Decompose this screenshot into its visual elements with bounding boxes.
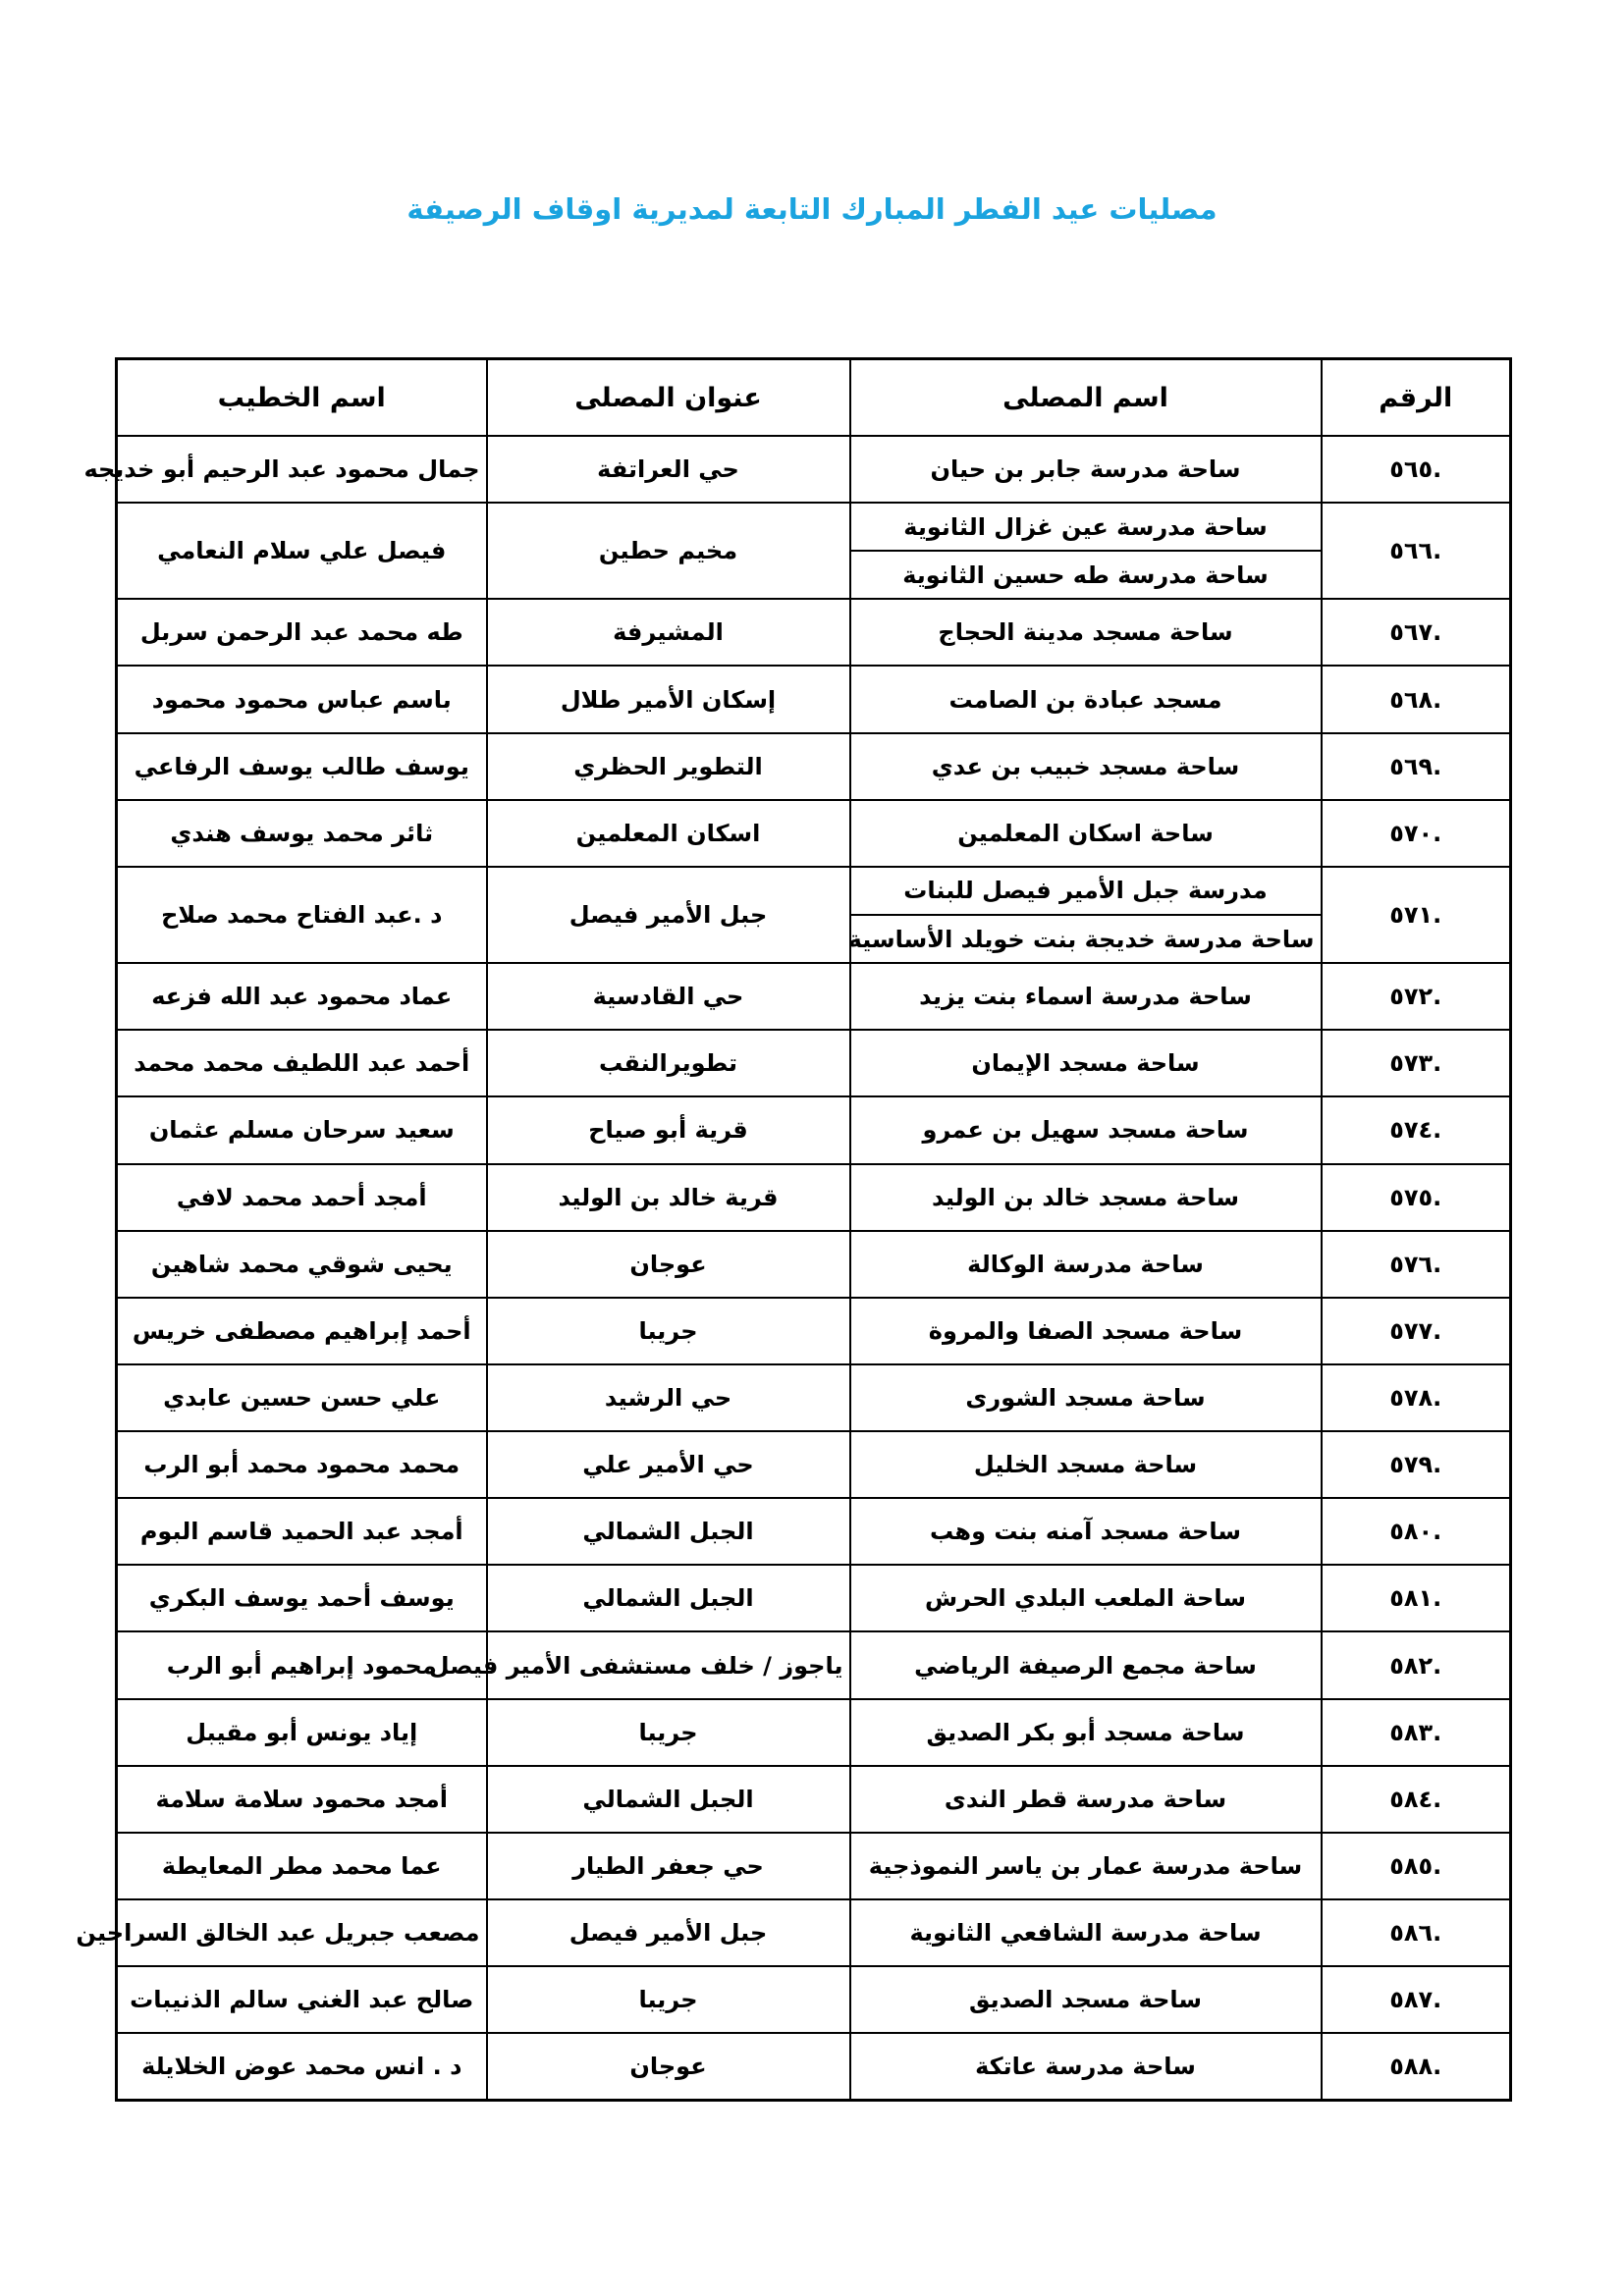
row-prayer-ground-name: ساحة مدرسة عمار بن ياسر النموذجية xyxy=(850,1833,1322,1899)
row-number: .٥٧٩ xyxy=(1322,1431,1511,1498)
row-address: جبل الأمير فيصل xyxy=(487,867,850,963)
row-number: .٥٧٣ xyxy=(1322,1030,1511,1096)
table-row xyxy=(117,1431,1511,1498)
row-preacher: جمال محمود عبد الرحيم أبو خديجه xyxy=(117,436,487,503)
row-number: .٥٧٧ xyxy=(1322,1298,1511,1364)
table-row xyxy=(117,800,1511,867)
row-prayer-ground-name: ساحة مسجد الإيمان xyxy=(850,1030,1322,1096)
row-prayer-ground-name: مسجد عبادة بن الصامت xyxy=(850,666,1322,732)
row-prayer-ground-name: ساحة اسكان المعلمين xyxy=(850,800,1322,867)
row-address: مخيم حطين xyxy=(487,503,850,599)
row-prayer-ground-name: ساحة مسجد مدينة الحجاج xyxy=(850,599,1322,666)
row-number: .٥٨٦ xyxy=(1322,1899,1511,1966)
row-number: .٥٧١ xyxy=(1322,867,1511,963)
row-preacher: د .عبد الفتاح محمد صلاح xyxy=(117,867,487,963)
row-address: المشيرفة xyxy=(487,599,850,666)
header-prayer-ground-address: عنوان المصلى xyxy=(487,359,850,437)
row-address: الجبل الشمالي xyxy=(487,1766,850,1833)
table-row xyxy=(117,1498,1511,1565)
table-row xyxy=(117,436,1511,503)
row-number: .٥٦٩ xyxy=(1322,733,1511,800)
table-row xyxy=(117,1833,1511,1899)
row-number: .٥٨٣ xyxy=(1322,1699,1511,1766)
row-preacher: يوسف أحمد يوسف البكري xyxy=(117,1565,487,1631)
row-address: حي جعفر الطيار xyxy=(487,1833,850,1899)
table-row xyxy=(117,1899,1511,1966)
row-address: جريبا xyxy=(487,1298,850,1364)
row-preacher: باسم عباس محمود محمود xyxy=(117,666,487,732)
row-preacher: عماد محمود عبد الله فزعه xyxy=(117,963,487,1030)
row-number: .٥٨٠ xyxy=(1322,1498,1511,1565)
row-number: .٥٦٥ xyxy=(1322,436,1511,503)
row-address: الجبل الشمالي xyxy=(487,1498,850,1565)
row-prayer-ground-name: ساحة مدرسة طه حسين الثانوية xyxy=(850,551,1322,599)
row-address: حي العراتفة xyxy=(487,436,850,503)
row-address: جبل الأمير فيصل xyxy=(487,1899,850,1966)
row-number: .٥٦٨ xyxy=(1322,666,1511,732)
row-address: عوجان xyxy=(487,2033,850,2100)
row-prayer-ground-name: ساحة مسجد الخليل xyxy=(850,1431,1322,1498)
row-prayer-ground-name: ساحة مدرسة عاتكة xyxy=(850,2033,1322,2100)
row-number: .٥٧٤ xyxy=(1322,1096,1511,1163)
row-preacher: مصعب جبريل عبد الخالق السراحين xyxy=(117,1899,487,1966)
row-number: .٥٧٢ xyxy=(1322,963,1511,1030)
row-preacher: محمد محمود محمد أبو الرب xyxy=(117,1431,487,1498)
table-body xyxy=(76,436,1511,2101)
row-number: .٥٨١ xyxy=(1322,1565,1511,1631)
row-preacher: أمجد محمود سلامة سلامة xyxy=(117,1766,487,1833)
row-preacher: أحمد إبراهيم مصطفى خريس xyxy=(117,1298,487,1364)
row-address: التطوير الحظري xyxy=(487,733,850,800)
table-row xyxy=(117,1631,1511,1698)
row-number: .٥٨٥ xyxy=(1322,1833,1511,1899)
table-row xyxy=(117,1231,1511,1298)
table-row xyxy=(117,1966,1511,2033)
row-prayer-ground-name: ساحة مسجد الصديق xyxy=(850,1966,1322,2033)
table-row xyxy=(117,1766,1511,1833)
row-preacher: يحيى شوقي محمد شاهين xyxy=(117,1231,487,1298)
row-preacher: د . انس محمد عوض الخلايلة xyxy=(117,2033,487,2100)
row-preacher: سعيد سرحان مسلم عثمان xyxy=(117,1096,487,1163)
header-prayer-ground-name: اسم المصلى xyxy=(850,359,1322,437)
table-row xyxy=(117,963,1511,1030)
row-address: تطويرالنقب xyxy=(487,1030,850,1096)
header-number: الرقم xyxy=(1322,359,1511,437)
mosques-table xyxy=(76,357,1512,2102)
row-preacher: أمجد أحمد محمد لافي xyxy=(117,1164,487,1231)
table-row xyxy=(117,1298,1511,1364)
row-number: .٥٨٨ xyxy=(1322,2033,1511,2100)
row-prayer-ground-name: ساحة مسجد أبو بكر الصديق xyxy=(850,1699,1322,1766)
row-preacher: محمود إبراهيم أبو الرب xyxy=(117,1631,487,1698)
row-number: .٥٦٦ xyxy=(1322,503,1511,599)
table-row xyxy=(117,1096,1511,1163)
row-preacher: إياد يونس أبو مقيبل xyxy=(117,1699,487,1766)
row-number: .٥٧٠ xyxy=(1322,800,1511,867)
row-preacher: يوسف طالب يوسف الرفاعي xyxy=(117,733,487,800)
table-row xyxy=(117,733,1511,800)
row-prayer-ground-name: ساحة مسجد خبيب بن عدي xyxy=(850,733,1322,800)
row-prayer-ground-name: ساحة مدرسة خديجة بنت خويلد الأساسية xyxy=(850,915,1322,963)
row-prayer-ground-name: ساحة مسجد سهيل بن عمرو xyxy=(850,1096,1322,1163)
header-preacher-name: اسم الخطيب xyxy=(117,359,487,437)
row-prayer-ground-name: ساحة مسجد آمنه بنت وهب xyxy=(850,1498,1322,1565)
row-number: .٥٨٧ xyxy=(1322,1966,1511,2033)
row-number: .٥٧٨ xyxy=(1322,1364,1511,1431)
row-preacher: أمجد عبد الحميد قاسم البوم xyxy=(117,1498,487,1565)
row-address: حي الرشيد xyxy=(487,1364,850,1431)
row-address: حي الأمير علي xyxy=(487,1431,850,1498)
row-prayer-ground-name: ساحة مدرسة اسماء بنت يزيد xyxy=(850,963,1322,1030)
row-address: جريبا xyxy=(487,1966,850,2033)
row-number: .٥٧٥ xyxy=(1322,1164,1511,1231)
row-preacher: صالح عبد الغني سالم الذنيبات xyxy=(117,1966,487,2033)
row-address: عوجان xyxy=(487,1231,850,1298)
table-row xyxy=(117,867,1511,915)
table-row xyxy=(117,1565,1511,1631)
header-row xyxy=(117,359,1511,437)
table-row xyxy=(117,1030,1511,1096)
table-row xyxy=(117,1699,1511,1766)
row-address: قرية خالد بن الوليد xyxy=(487,1164,850,1231)
row-address: قرية أبو صياح xyxy=(487,1096,850,1163)
row-preacher: علي حسن حسين عابدي xyxy=(117,1364,487,1431)
table-row xyxy=(117,2033,1511,2100)
row-number: .٥٧٦ xyxy=(1322,1231,1511,1298)
row-preacher: أحمد عبد اللطيف محمد محمد xyxy=(117,1030,487,1096)
row-prayer-ground-name: ساحة مسجد الصفا والمروة xyxy=(850,1298,1322,1364)
row-number: .٥٨٤ xyxy=(1322,1766,1511,1833)
row-prayer-ground-name: ساحة مدرسة الوكالة xyxy=(850,1231,1322,1298)
row-number: .٥٨٢ xyxy=(1322,1631,1511,1698)
row-preacher: عما محمد مطر المعايطة xyxy=(117,1833,487,1899)
row-prayer-ground-name: ساحة الملعب البلدي الحرش xyxy=(850,1565,1322,1631)
table-row xyxy=(117,1364,1511,1431)
row-address: الجبل الشمالي xyxy=(487,1565,850,1631)
row-prayer-ground-name: ساحة مدرسة عين غزال الثانوية xyxy=(850,503,1322,551)
row-address: حي القادسية xyxy=(487,963,850,1030)
row-number: .٥٦٧ xyxy=(1322,599,1511,666)
row-prayer-ground-name: ساحة مدرسة الشافعي الثانوية xyxy=(850,1899,1322,1966)
row-prayer-ground-name: ساحة مسجد خالد بن الوليد xyxy=(850,1164,1322,1231)
row-prayer-ground-name: ساحة مجمع الرصيفة الرياضي xyxy=(850,1631,1322,1698)
row-preacher: طه محمد عبد الرحمن سربل xyxy=(117,599,487,666)
row-address: اسكان المعلمين xyxy=(487,800,850,867)
table-row xyxy=(117,599,1511,666)
row-prayer-ground-name: ساحة مسجد الشورى xyxy=(850,1364,1322,1431)
table-row xyxy=(117,1164,1511,1231)
row-address: إسكان الأمير طلال xyxy=(487,666,850,732)
page-title: مصليات عيد الفطر المبارك التابعة لمديرية اوقاف الرصيفة xyxy=(406,192,1218,226)
table-row xyxy=(117,666,1511,732)
row-prayer-ground-name: ساحة مدرسة قطر الندى xyxy=(850,1766,1322,1833)
row-address: جريبا xyxy=(487,1699,850,1766)
row-preacher: ثائر محمد يوسف هندي xyxy=(117,800,487,867)
table-row xyxy=(117,503,1511,551)
row-address: ياجوز / خلف مستشفى الأمير فيصل xyxy=(487,1631,850,1698)
row-prayer-ground-name: مدرسة جبل الأمير فيصل للبنات xyxy=(850,867,1322,915)
row-preacher: فيصل علي سلام النعامي xyxy=(117,503,487,599)
row-prayer-ground-name: ساحة مدرسة جابر بن حيان xyxy=(850,436,1322,503)
